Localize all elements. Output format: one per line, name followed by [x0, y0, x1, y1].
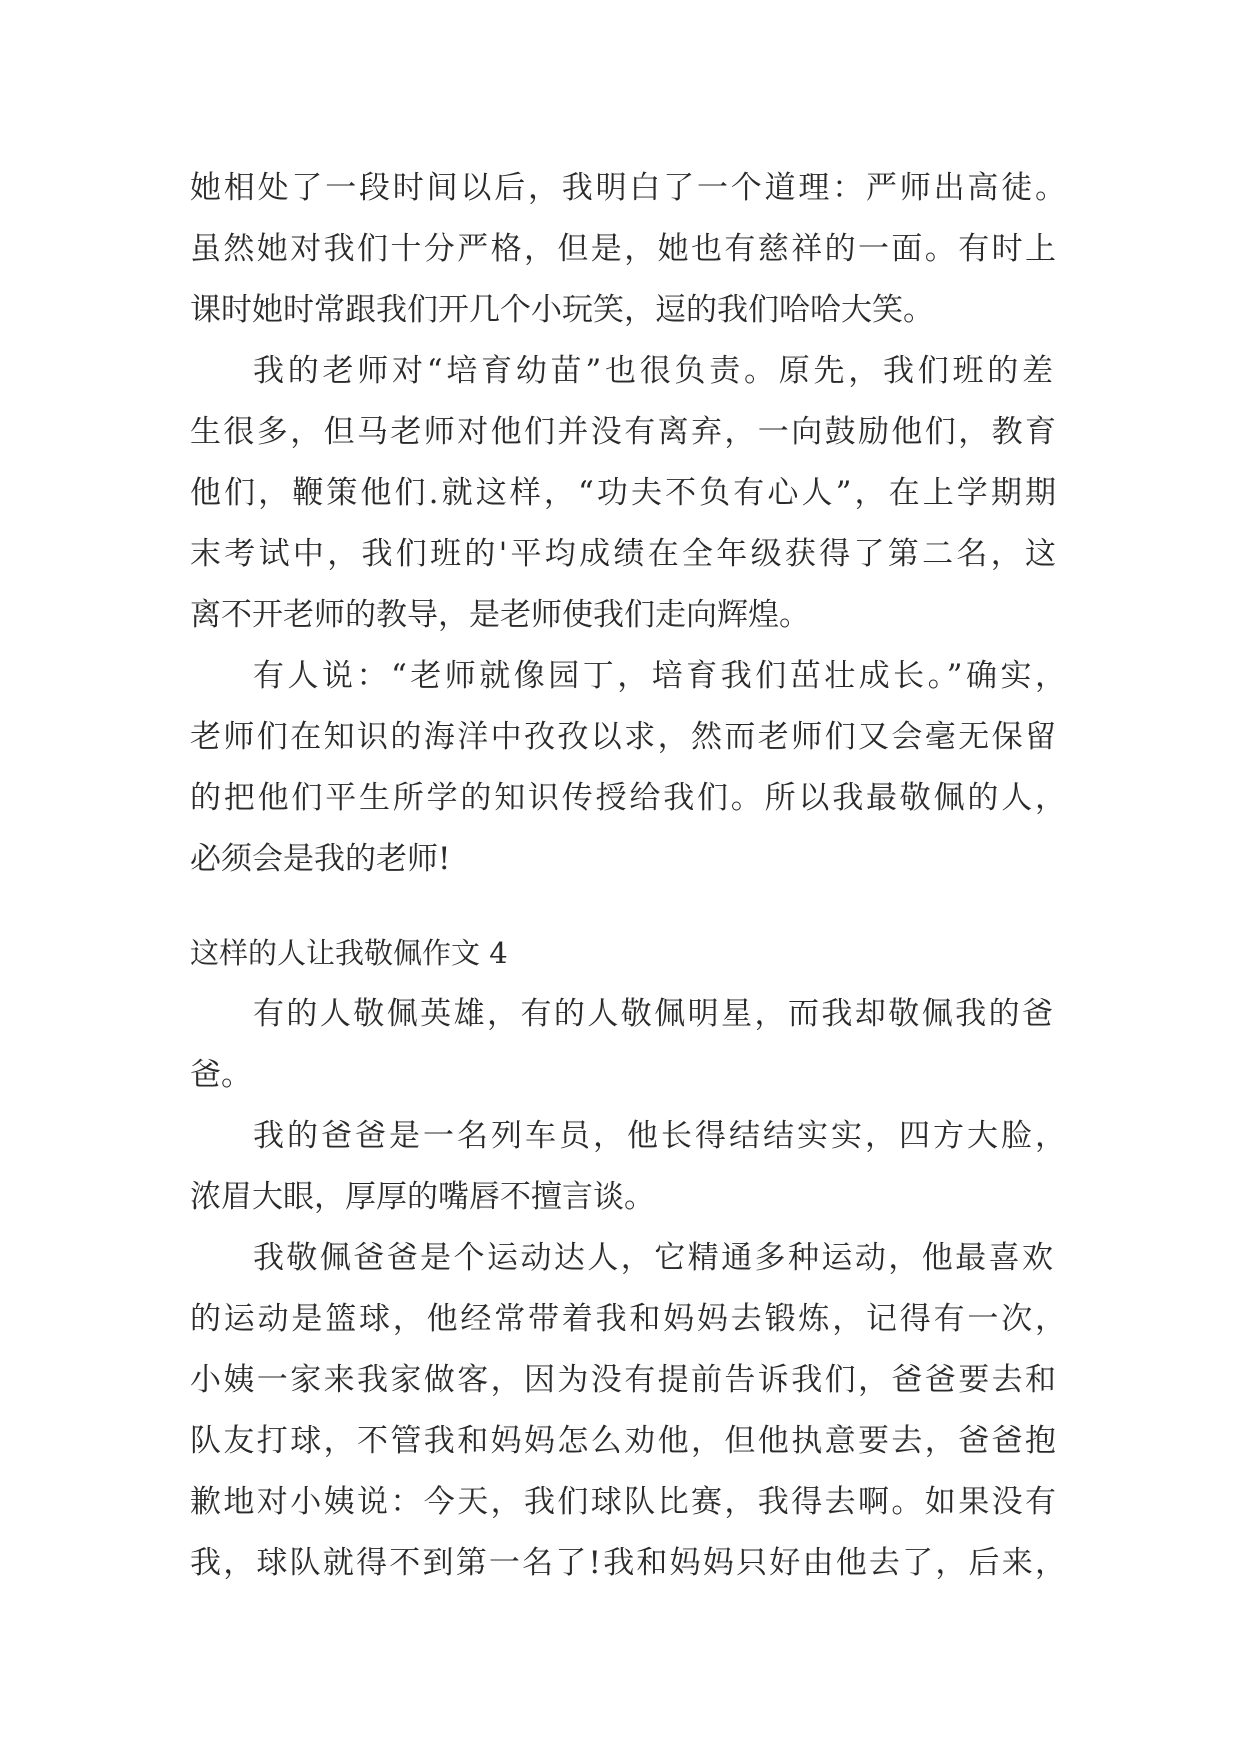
- text-line: 离不开老师的教导，是老师使我们走向辉煌。: [190, 597, 810, 633]
- text-line: 老师们在知识的海洋中孜孜以求，然而老师们又会毫无保留: [190, 719, 1056, 755]
- text-line: 她相处了一段时间以后，我明白了一个道理：严师出高徒。: [190, 170, 1066, 206]
- text-line: 的把他们平生所学的知识传授给我们。所以我最敬佩的人，: [190, 780, 1066, 816]
- text-line: 浓眉大眼，厚厚的嘴唇不擅言谈。: [190, 1179, 655, 1215]
- text-line: 的运动是篮球，他经常带着我和妈妈去锻炼，记得有一次，: [190, 1301, 1066, 1337]
- text-line: 我，球队就得不到第一名了!我和妈妈只好由他去了，后来，: [190, 1545, 1066, 1581]
- text-line: 生很多，但马老师对他们并没有离弃，一向鼓励他们，教育: [190, 414, 1056, 450]
- text-line: 我的老师对“培育幼苗”也很负责。原先，我们班的差: [253, 353, 1053, 389]
- text-line: 虽然她对我们十分严格，但是，她也有慈祥的一面。有时上: [190, 231, 1056, 267]
- text-line: 课时她时常跟我们开几个小玩笑，逗的我们哈哈大笑。: [190, 292, 934, 328]
- text-line: 队友打球，不管我和妈妈怎么劝他，但他执意要去，爸爸抱: [190, 1423, 1056, 1459]
- text-line: 爸。: [190, 1057, 252, 1093]
- text-line: 有人说：“老师就像园丁，培育我们茁壮成长。”确实，: [253, 658, 1066, 694]
- text-line: 必须会是我的老师!: [190, 841, 451, 877]
- text-line: 歉地对小姨说：今天，我们球队比赛，我得去啊。如果没有: [190, 1484, 1056, 1520]
- text-line: 末考试中，我们班的'平均成绩在全年级获得了第二名，这: [190, 536, 1056, 572]
- text-line: 我的爸爸是一名列车员，他长得结结实实，四方大脸，: [253, 1118, 1066, 1154]
- text-line: 有的人敬佩英雄，有的人敬佩明星，而我却敬佩我的爸: [253, 996, 1053, 1032]
- text-line: 小姨一家来我家做客，因为没有提前告诉我们，爸爸要去和: [190, 1362, 1056, 1398]
- text-line: 他们，鞭策他们.就这样，“功夫不负有心人”，在上学期期: [190, 475, 1056, 511]
- text-line: 我敬佩爸爸是个运动达人，它精通多种运动，他最喜欢: [253, 1240, 1053, 1276]
- section-heading: 这样的人让我敬佩作文 4: [190, 936, 508, 970]
